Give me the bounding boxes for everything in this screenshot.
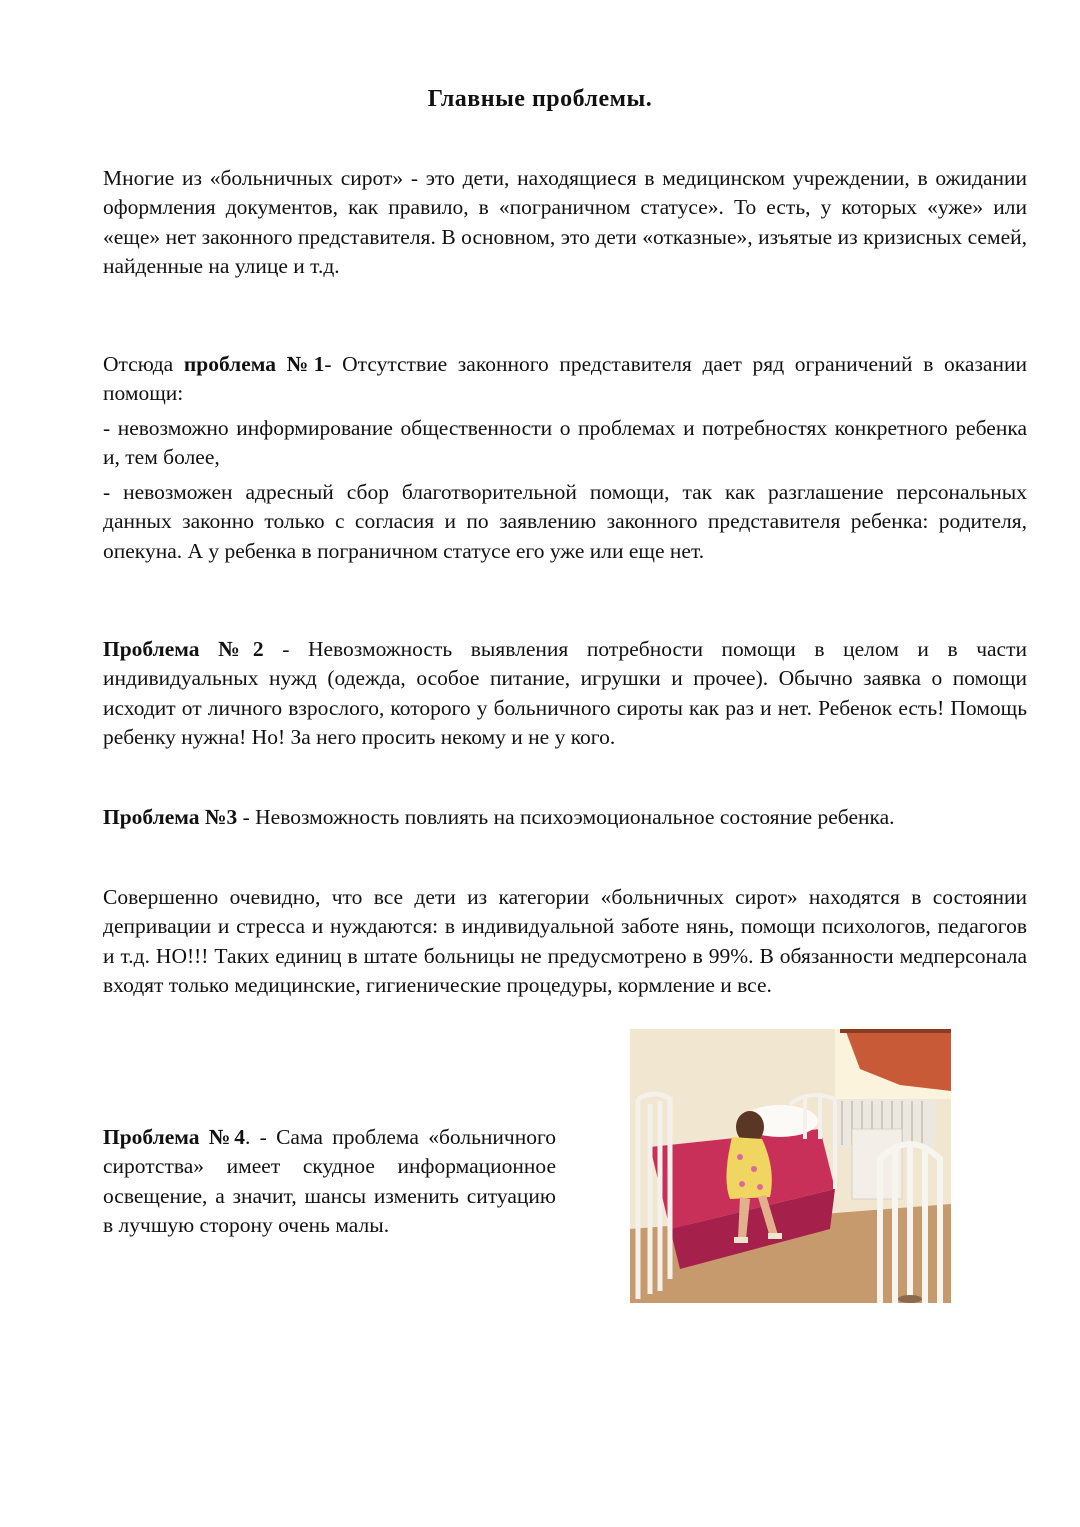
problem-2-paragraph bbox=[103, 635, 1027, 752]
problem-1-text: - Отсутствие законного представителя дает ряд ограничений в оказании помощи: bbox=[103, 352, 1027, 406]
problem-3-label: Проблема №3 bbox=[103, 805, 238, 829]
intro-paragraph bbox=[103, 164, 1027, 281]
problem-2-label: Проблема №2 bbox=[103, 637, 264, 661]
problem-4-label: Проблема №4 bbox=[103, 1125, 246, 1149]
problem-1-prefix: Отсюда bbox=[103, 352, 184, 376]
problem-1-bullet-2-text: - невозможен адресный сбор благотворительной помощи, так как разглашение персональных данных законно только с согласия и по заявлению законного представителя ребенка: родителя, опекуна. А у ребенка в пограничном статусе его уже или еще нет. bbox=[103, 480, 1027, 563]
problem-4-paragraph bbox=[103, 1123, 556, 1240]
problem-3-text: - Невозможность повлиять на психоэмоциональное состояние ребенка. bbox=[237, 805, 895, 829]
problem-1-bullet-2 bbox=[103, 478, 1027, 566]
hospital-child-photo bbox=[630, 1029, 951, 1303]
problem-1-bullet-1-text: - невозможно информирование общественности о проблемах и потребностях конкретного ребенка и, тем более, bbox=[103, 416, 1027, 470]
problem-3-paragraph bbox=[103, 803, 1027, 832]
photo-crib-wheel bbox=[898, 1295, 922, 1303]
photo-child-shoe-2 bbox=[768, 1233, 782, 1239]
problem-1-paragraph bbox=[103, 350, 1027, 409]
photo-child-dress bbox=[726, 1137, 771, 1199]
problem-3-detail-text: Совершенно очевидно, что все дети из категории «больничных сирот» находятся в состоянии депривации и стресса и нуждаются: в индивидуальной заботе нянь, помощи психологов, педагогов и т.д. НО!!! Таких единиц в штате больницы не предусмотрено в 99%. В обязанности медперсонала входят только медицинские, гигиенические процедуры, кормление и все. bbox=[103, 885, 1027, 997]
problem-4-text: . - Сама проблема «больничного сиротства» имеет скудное информационное освещение, а значит, шансы изменить ситуацию в лучшую сторону очень малы. bbox=[103, 1125, 556, 1237]
problem-3-detail-paragraph bbox=[103, 883, 1027, 1000]
problem-1-bullet-1 bbox=[103, 414, 1027, 473]
problem-1-label: проблема №1 bbox=[183, 352, 325, 376]
photo-curtain-rod bbox=[840, 1029, 951, 1033]
photo-child-shoe-1 bbox=[734, 1237, 748, 1243]
intro-text: Многие из «больничных сирот» - это дети, находящиеся в медицинском учреждении, в ожидании оформления документов, как правило, в «пограничном статусе». То есть, у которых «уже» или «еще» нет законного представителя. В основном, это дети «отказные», изъятые из кризисных семей, найденные на улице и т.д. bbox=[103, 166, 1027, 278]
page-title: Главные проблемы. bbox=[427, 86, 653, 112]
hospital-child-illustration bbox=[630, 1029, 951, 1303]
problem-2-text: - Невозможность выявления потребности помощи в целом и в части индивидуальных нужд (одежда, особое питание, игрушки и прочее). Обычно заявка о помощи исходит от личного взрослого, которого у больничного сироты как раз и нет. Ребенок есть! Помощь ребенку нужна! Но! За него просить некому и не у кого. bbox=[103, 637, 1027, 749]
